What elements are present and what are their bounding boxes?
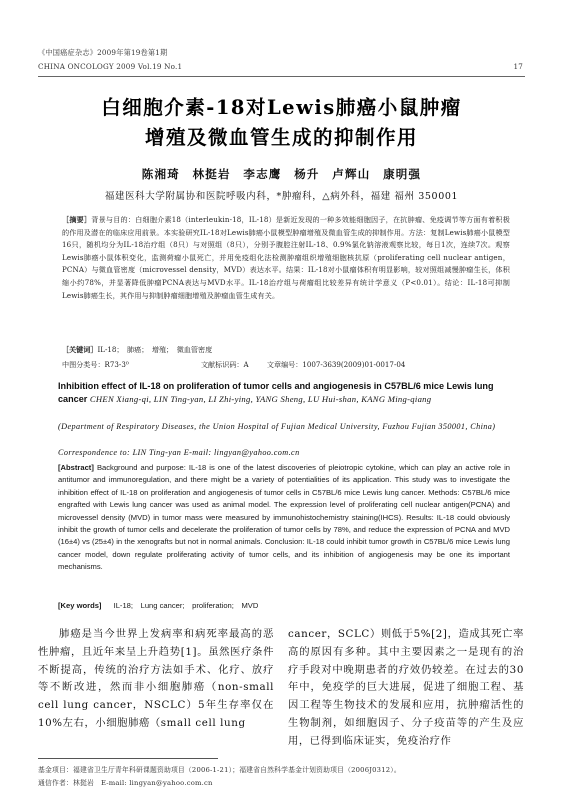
english-affiliation: (Department of Respiratory Diseases, the Union Hospital of Fujian Medical University, Fuzhou Fujian 350001, China) bbox=[58, 422, 496, 431]
footnote-correspondence: 通信作者：林挺岩 E-mail: lingyan@yahoo.com.cn bbox=[38, 779, 213, 787]
journal-header-en: CHINA ONCOLOGY 2009 Vol.19 No.1 bbox=[38, 62, 183, 71]
title-line-1: 白细胞介素-18对Lewis肺癌小鼠肿瘤 bbox=[101, 96, 462, 119]
authors: 陈湘琦 林挺岩 李志鹰 杨升 卢辉山 康明强 bbox=[141, 167, 422, 181]
footnote-divider bbox=[38, 758, 218, 759]
english-keywords bbox=[58, 600, 510, 612]
clc-number: 中图分类号：R73-3⁰ bbox=[62, 360, 129, 369]
abstract-zh-label: ［摘要］ bbox=[62, 215, 92, 224]
english-authors: CHEN Xiang-qi, LIN Ting-yan, LI Zhi-ying, YANG Sheng, LU Hui-shan, KANG Ming-qiang bbox=[89, 394, 432, 404]
affiliation: 福建医科大学附属协和医院呼吸内科，*肿瘤科，△病外科，福建 福州 350001 bbox=[104, 191, 459, 202]
body-left-column: 肺癌是当今世界上发病率和病死率最高的恶性肿瘤，且近年来呈上升趋势[1]。虽然医疗条件不断提高，传统的治疗方法如手术、化疗、放疗等不断改进，然而非小细胞肺癌（non-small cell lung cancer，NSCLC）5年生存率仅在10%左右，小细胞肺癌（small cell lung bbox=[38, 628, 274, 729]
article-number: 文章编号：1007-3639(2009)01-0017-04 bbox=[266, 360, 406, 369]
classification-line bbox=[62, 360, 510, 370]
body-right-column: cancer，SCLC）则低于5%[2]，造成其死亡率高的原因有多种。其中主要因素之一是现有的治疗手段对中晚期患者的疗效仍较差。在过去的30年中，免疫学的巨大进展，促进了细胞工程、基因工程等生物技术的发展和应用，抗肿瘤活性的生物制剂，如细胞因子、分子疫苗等的产生及应用，已得到临床证实，免疫治疗作 bbox=[288, 628, 524, 747]
english-title-block bbox=[58, 380, 510, 406]
keywords-zh bbox=[62, 345, 510, 355]
english-keywords-label: [Key words] bbox=[58, 601, 102, 610]
english-title: Inhibition effect of IL-18 on proliferation of tumor cells and angiogenesis in C57BL/6 mice Lewis lung cancer bbox=[58, 381, 494, 404]
title-line-2: 增殖及微血管生成的抑制作用 bbox=[144, 126, 418, 149]
page-number: 17 bbox=[513, 62, 523, 71]
english-abstract-text: Background and purpose: IL-18 is one of the latest discoveries of pleiotropic cytokine, which can play an active role in antitumor and immunoregulation, and there might be a variety of potentialities of its application. This study was to investigate the inhibition effect of IL-18 on proliferation and angiogenesis of tumor cells in C57BL/6 mice Lewis lung cancer. Methods: C57BL/6 mice engrafted with Lewis lung cancer was used as animal model. The expression level of proliferating cell nuclear antigen(PCNA) and microvessel density (MVD) in tumor mass were measured by immunohistochemistry staining(IHCS). Results: IL-18 could obviously inhibit the growth of tumor cells and decelerate the proliferation of tumor cells by 78%, and reduce the expression of PCNA and MVD (16±4) vs (25±4) in the xenografts but not in normal animals. Conclusion: IL-18 could inhibit tumor growth in C57BL/6 mice Lewis lung cancer model, down regulate proliferating activity of tumor cells, and its inhibition of angiogenesis may be one its important mechanisms. bbox=[58, 463, 510, 572]
keywords-zh-label: ［关键词］ bbox=[62, 345, 98, 354]
english-keywords-text: IL-18; Lung cancer; proliferation; MVD bbox=[113, 601, 259, 610]
english-correspondence: Correspondence to: LIN Ting-yan E-mail: lingyan@yahoo.com.cn bbox=[58, 448, 300, 457]
keywords-zh-text: IL-18； 肺癌； 增殖； 微血管密度 bbox=[97, 345, 213, 354]
doc-code: 文献标识码：A bbox=[200, 360, 249, 369]
footnote-funding: 基金项目：福建省卫生厅青年科研课题资助项目（2006-1-21）；福建省自然科学基金计划资助项目（2006J0312）。 bbox=[38, 766, 401, 774]
english-abstract bbox=[58, 462, 510, 574]
journal-header: 《中国癌症杂志》2009年第19卷第1期 bbox=[38, 48, 168, 57]
abstract-zh-text: 背景与目的：白细胞介素18（interleukin-18，IL-18）是新近发现的一种多效能细胞因子，在抗肿瘤、免疫调节等方面有着积极的作用及潜在的临床应用前景。本实验研究IL-18对Lewis肺癌小鼠模型肿瘤增殖及微血管生成的抑制作用。方法：复制Lewis肺癌小鼠模型16只，随机均分为IL-18治疗组（8只）与对照组（8只），分别予腹腔注射IL-18、0.9%氯化钠溶液观察比较，每日1次，连续7次。观察Lewis肺癌小鼠体积变化，监测荷瘤小鼠死亡，并用免疫组化法检测肿瘤组织增殖细胞核抗原（proliferating cell nuclear antigen，PCNA）与微血管密度（microvessel density，MVD）表达水平。结果：IL-18对小鼠瘤体积有明显影响，较对照组减慢肿瘤生长，体积缩小约78%，并显著降低肿瘤PCNA表达与MVD水平。IL-18治疗组与荷瘤组比较差异有统计学意义（P<0.01）。结论：IL-18可抑制Lewis肺癌生长，其作用与抑制肿瘤细胞增殖及肿瘤血管生成有关。 bbox=[62, 215, 510, 300]
header-divider bbox=[38, 76, 525, 77]
abstract-zh bbox=[62, 214, 510, 302]
english-abstract-label: [Abstract] bbox=[58, 463, 94, 472]
